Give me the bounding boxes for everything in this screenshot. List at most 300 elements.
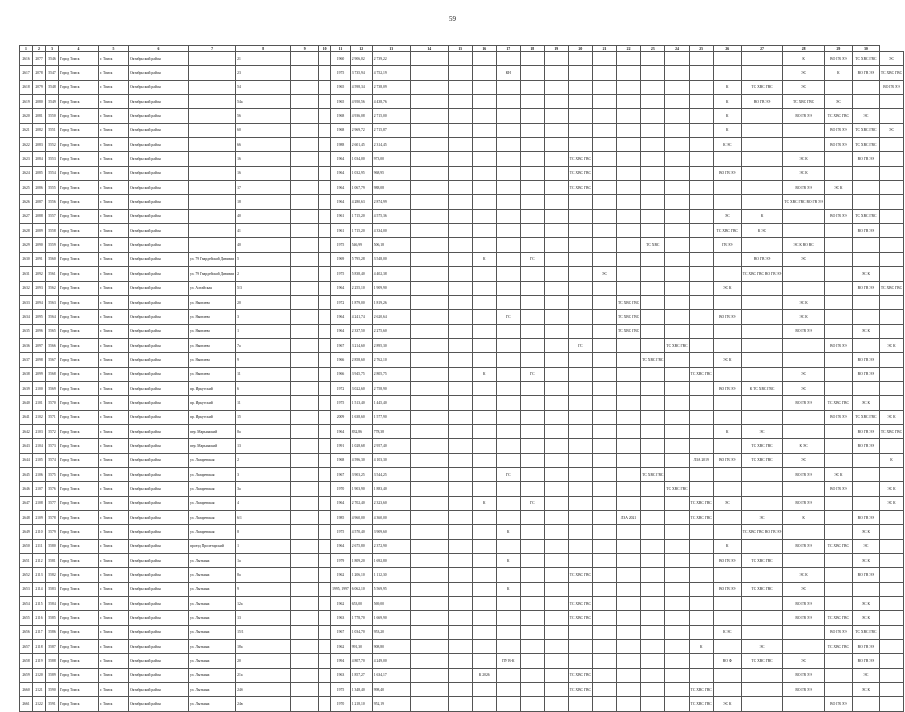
table-cell — [410, 410, 448, 424]
table-cell: 6 — [236, 381, 291, 395]
table-cell — [189, 195, 236, 209]
table-cell: К — [496, 582, 520, 596]
table-cell — [641, 95, 665, 109]
table-cell — [568, 310, 592, 324]
table-cell: 4 334,00 — [372, 224, 410, 238]
table-cell — [291, 267, 319, 281]
table-cell — [189, 109, 236, 123]
table-cell — [713, 66, 741, 80]
table-cell: ЭС К — [852, 396, 879, 410]
table-cell — [410, 267, 448, 281]
table-cell: 1975 — [331, 525, 351, 539]
table-cell — [496, 80, 520, 94]
table-cell — [641, 496, 665, 510]
table-cell — [824, 267, 852, 281]
table-cell — [741, 353, 783, 367]
table-cell: 2 738,09 — [372, 80, 410, 94]
table-cell — [410, 252, 448, 266]
table-cell: ТС ХВС ГВС — [568, 166, 592, 180]
table-cell: 2120 — [33, 668, 46, 682]
table-cell: ТС ХВС ГВС — [568, 668, 592, 682]
table-cell — [879, 539, 903, 553]
table-cell — [616, 697, 640, 711]
table-cell: 5558 — [46, 224, 59, 238]
table-cell: Город Томск — [59, 683, 99, 697]
table-cell: 2621 — [20, 123, 33, 137]
table-cell: 546,99 — [350, 238, 372, 252]
table-cell — [824, 367, 852, 381]
table-cell — [616, 123, 640, 137]
table-cell — [592, 597, 616, 611]
table-cell — [319, 511, 331, 525]
table-cell: Город Томск — [59, 539, 99, 553]
table-cell — [616, 640, 640, 654]
table-cell — [568, 554, 592, 568]
table-cell — [689, 166, 713, 180]
table-cell: 4 280,63 — [350, 195, 372, 209]
table-cell: 2661 — [20, 697, 33, 711]
table-cell — [713, 195, 741, 209]
table-row — [20, 338, 904, 352]
table-cell: 2629 — [20, 238, 33, 252]
table-cell — [544, 166, 568, 180]
table-cell — [291, 195, 319, 209]
table-cell — [741, 181, 783, 195]
table-cell: 5560 — [46, 252, 59, 266]
table-cell — [520, 166, 544, 180]
table-cell — [783, 482, 825, 496]
column-number: 8 — [236, 46, 291, 52]
table-cell: ЭС К — [879, 338, 903, 352]
table-cell — [879, 138, 903, 152]
table-cell — [665, 52, 689, 66]
table-cell: ЭС К — [879, 496, 903, 510]
table-cell: 5549 — [46, 95, 59, 109]
table-cell — [713, 668, 741, 682]
table-cell: 569,00 — [372, 597, 410, 611]
table-cell — [520, 568, 544, 582]
table-cell — [410, 310, 448, 324]
table-cell: Город Томск — [59, 109, 99, 123]
table-cell: ул. Яковлева — [189, 295, 236, 309]
table-cell: Октябрьский район — [129, 439, 189, 453]
table-cell — [319, 310, 331, 324]
table-cell: Город Томск — [59, 353, 99, 367]
table-cell: ТС ХВС ГВС — [641, 467, 665, 481]
table-row — [20, 597, 904, 611]
table-cell — [544, 539, 568, 553]
table-cell — [592, 511, 616, 525]
table-cell: 2 715,87 — [372, 123, 410, 137]
table-cell: 5553 — [46, 152, 59, 166]
table-cell: 506,18 — [372, 238, 410, 252]
table-cell — [568, 353, 592, 367]
table-cell — [641, 367, 665, 381]
table-cell: пр. Иркутский — [189, 410, 236, 424]
table-cell: ул. Лыткина — [189, 697, 236, 711]
table-cell — [824, 152, 852, 166]
table-cell — [544, 654, 568, 668]
table-cell: 5575 — [46, 467, 59, 481]
table-cell: 1964 — [331, 310, 351, 324]
table-cell: ул. Алтайская — [189, 281, 236, 295]
table-cell — [665, 238, 689, 252]
table-cell: ВО ГВ ЭЭ — [824, 697, 852, 711]
table-cell — [852, 381, 879, 395]
table-cell: ЭС — [713, 209, 741, 223]
table-cell: 1964 — [331, 324, 351, 338]
table-cell — [472, 467, 496, 481]
table-cell — [641, 683, 665, 697]
table-cell — [520, 654, 544, 668]
table-cell: Октябрьский район — [129, 353, 189, 367]
table-cell — [496, 396, 520, 410]
table-cell: ул. Лыткина — [189, 640, 236, 654]
table-cell — [741, 238, 783, 252]
table-cell: Октябрьский район — [129, 238, 189, 252]
table-cell — [689, 338, 713, 352]
table-cell — [783, 554, 825, 568]
table-cell: Город Томск — [59, 281, 99, 295]
table-cell: Город Томск — [59, 611, 99, 625]
table-cell — [641, 152, 665, 166]
table-cell — [568, 224, 592, 238]
table-cell: 5561 — [46, 267, 59, 281]
table-cell: Октябрьский район — [129, 683, 189, 697]
table-cell — [592, 496, 616, 510]
table-cell — [410, 654, 448, 668]
table-cell — [544, 295, 568, 309]
table-row — [20, 324, 904, 338]
table-cell: 2096 — [33, 324, 46, 338]
table-cell: ТС ХВС ГВС — [852, 410, 879, 424]
table-cell — [472, 281, 496, 295]
table-cell: 1 577,90 — [372, 410, 410, 424]
table-cell — [824, 496, 852, 510]
table-cell — [592, 482, 616, 496]
table-cell — [568, 95, 592, 109]
table-cell: ВО ГВ ЭЭ — [852, 367, 879, 381]
table-cell — [641, 568, 665, 582]
table-cell — [592, 367, 616, 381]
column-number: 12 — [350, 46, 372, 52]
table-cell — [689, 80, 713, 94]
table-cell — [852, 338, 879, 352]
table-cell — [689, 324, 713, 338]
table-cell: 40 — [236, 209, 291, 223]
table-cell — [520, 582, 544, 596]
table-cell — [410, 80, 448, 94]
table-cell: 40 — [236, 238, 291, 252]
table-cell: 2616 — [20, 52, 33, 66]
table-cell: Город Томск — [59, 166, 99, 180]
table-cell: 2 874,99 — [372, 195, 410, 209]
table-cell — [291, 281, 319, 295]
table-cell — [879, 654, 903, 668]
table-row — [20, 66, 904, 80]
table-cell: г. Томск — [99, 181, 129, 195]
table-cell: 2 715,00 — [372, 109, 410, 123]
table-cell — [520, 381, 544, 395]
table-cell — [741, 625, 783, 639]
table-cell — [291, 66, 319, 80]
table-cell — [520, 439, 544, 453]
table-cell: 2625 — [20, 181, 33, 195]
table-cell: Город Томск — [59, 80, 99, 94]
table-cell: 1975 — [331, 683, 351, 697]
table-cell: ул. Лыткина — [189, 611, 236, 625]
table-cell — [616, 410, 640, 424]
table-cell — [568, 267, 592, 281]
table-cell — [568, 80, 592, 94]
table-cell: 1 638,60 — [350, 410, 372, 424]
table-cell: ул. Лазаревская — [189, 511, 236, 525]
table-cell: ул. Яковлева — [189, 324, 236, 338]
table-cell: ул. Лазаревская — [189, 525, 236, 539]
table-cell — [665, 582, 689, 596]
table-cell — [544, 209, 568, 223]
table-cell: 2642 — [20, 424, 33, 438]
table-cell — [496, 683, 520, 697]
table-cell: Город Томск — [59, 152, 99, 166]
table-cell: ЭС — [852, 109, 879, 123]
table-cell — [496, 95, 520, 109]
table-cell — [879, 625, 903, 639]
table-cell — [665, 324, 689, 338]
table-cell — [520, 640, 544, 654]
table-cell — [472, 611, 496, 625]
table-cell: Октябрьский район — [129, 267, 189, 281]
table-cell — [544, 554, 568, 568]
table-cell — [472, 582, 496, 596]
table-cell — [472, 525, 496, 539]
table-cell: 4 807,70 — [350, 654, 372, 668]
column-number: 29 — [824, 46, 852, 52]
table-cell: 2645 — [20, 467, 33, 481]
table-cell — [783, 410, 825, 424]
table-cell: 16 — [236, 166, 291, 180]
table-cell — [544, 424, 568, 438]
table-cell — [410, 281, 448, 295]
table-cell — [741, 683, 783, 697]
table-cell — [689, 181, 713, 195]
table-cell — [319, 453, 331, 467]
table-cell — [568, 195, 592, 209]
column-number: 10 — [319, 46, 331, 52]
table-cell — [783, 697, 825, 711]
table-cell: 5556 — [46, 195, 59, 209]
table-cell — [665, 95, 689, 109]
table-cell: 1962 — [331, 597, 351, 611]
table-cell — [879, 597, 903, 611]
table-cell — [448, 625, 472, 639]
table-cell: К — [713, 123, 741, 137]
table-cell: К ЭС — [783, 439, 825, 453]
table-cell: ЭС К — [783, 295, 825, 309]
table-cell — [319, 367, 331, 381]
table-cell: 2 255,10 — [350, 281, 372, 295]
table-cell — [665, 138, 689, 152]
table-cell — [568, 525, 592, 539]
table-cell — [665, 295, 689, 309]
column-number: 7 — [189, 46, 236, 52]
table-cell: Город Томск — [59, 338, 99, 352]
table-cell — [641, 267, 665, 281]
table-cell: ВО ГВ ЭЭ — [783, 683, 825, 697]
table-cell: г. Томск — [99, 410, 129, 424]
table-cell — [665, 597, 689, 611]
table-cell: ЭС К — [879, 482, 903, 496]
table-cell: 1 — [236, 539, 291, 553]
table-cell — [641, 582, 665, 596]
table-cell — [496, 353, 520, 367]
table-cell: 1 634,17 — [372, 668, 410, 682]
table-cell: ул. Лыткина — [189, 554, 236, 568]
table-cell: 1995, 1997 — [331, 582, 351, 596]
table-cell — [713, 52, 741, 66]
table-cell: 2078 — [33, 66, 46, 80]
table-cell: 41 — [236, 224, 291, 238]
table-cell: 2101 — [33, 396, 46, 410]
table-cell — [496, 611, 520, 625]
table-cell — [592, 95, 616, 109]
table-cell — [319, 654, 331, 668]
table-cell — [520, 482, 544, 496]
table-cell: ул. Лыткина — [189, 683, 236, 697]
table-cell: 2619 — [20, 95, 33, 109]
table-cell — [472, 166, 496, 180]
table-cell: 2 702,40 — [350, 496, 372, 510]
table-cell: Октябрьский район — [129, 496, 189, 510]
table-cell — [448, 525, 472, 539]
table-cell — [496, 568, 520, 582]
table-cell: Октябрьский район — [129, 467, 189, 481]
column-number: 27 — [741, 46, 783, 52]
table-cell: Октябрьский район — [129, 95, 189, 109]
table-cell — [448, 439, 472, 453]
table-cell: г. Томск — [99, 439, 129, 453]
table-row — [20, 697, 904, 711]
table-cell — [448, 152, 472, 166]
table-cell — [544, 324, 568, 338]
table-cell: ТС ХВС ГВС — [824, 539, 852, 553]
table-cell: Город Томск — [59, 381, 99, 395]
table-cell — [520, 181, 544, 195]
table-cell: 66 — [236, 138, 291, 152]
table-cell — [665, 611, 689, 625]
table-cell — [741, 410, 783, 424]
table-cell — [291, 52, 319, 66]
table-cell — [665, 640, 689, 654]
table-cell — [472, 52, 496, 66]
table-cell — [665, 697, 689, 711]
table-cell — [592, 152, 616, 166]
table-cell: 2115 — [33, 597, 46, 611]
table-cell — [410, 697, 448, 711]
table-cell — [568, 511, 592, 525]
table-cell: ВО ГВ ЭЭ — [783, 181, 825, 195]
table-cell: 1 028,68 — [350, 439, 372, 453]
table-cell — [689, 396, 713, 410]
table-cell — [410, 138, 448, 152]
table-cell: ЭС — [783, 367, 825, 381]
table-cell: г. Томск — [99, 238, 129, 252]
table-cell: 8 — [236, 525, 291, 539]
table-cell: г. Томск — [99, 367, 129, 381]
table-cell: 2644 — [20, 453, 33, 467]
table-cell — [520, 152, 544, 166]
table-cell: 5567 — [46, 353, 59, 367]
table-cell — [824, 424, 852, 438]
table-cell — [544, 482, 568, 496]
table-cell: 1 879,00 — [350, 295, 372, 309]
table-cell — [616, 152, 640, 166]
table-cell — [496, 496, 520, 510]
table-cell — [824, 324, 852, 338]
column-number: 19 — [544, 46, 568, 52]
table-cell — [472, 381, 496, 395]
table-cell: ЭС — [852, 539, 879, 553]
table-cell — [641, 511, 665, 525]
table-cell: ул. Лазаревская — [189, 453, 236, 467]
table-cell: г. Томск — [99, 640, 129, 654]
table-cell: ТС ХВС ГВС — [616, 324, 640, 338]
table-cell: ТС ХВС ГВС — [824, 640, 852, 654]
table-cell: 2118 — [33, 640, 46, 654]
table-cell: г. Томск — [99, 324, 129, 338]
table-cell: 3 945,75 — [350, 367, 372, 381]
table-cell — [592, 281, 616, 295]
table-cell: 2 601,45 — [350, 138, 372, 152]
table-cell — [741, 310, 783, 324]
table-cell — [616, 381, 640, 395]
table-cell: ВО ГВ ЭЭ — [783, 324, 825, 338]
table-cell: 2649 — [20, 525, 33, 539]
table-cell — [319, 52, 331, 66]
table-cell: г. Томск — [99, 224, 129, 238]
table-cell: ТС ХВС ГВС — [568, 597, 592, 611]
table-cell — [592, 80, 616, 94]
table-cell — [616, 525, 640, 539]
table-cell: 54 — [236, 80, 291, 94]
table-cell: 2654 — [20, 597, 33, 611]
table-cell: г. Томск — [99, 654, 129, 668]
table-cell — [689, 482, 713, 496]
table-cell — [472, 295, 496, 309]
table-cell — [879, 525, 903, 539]
table-cell: 5586 — [46, 625, 59, 639]
table-cell — [410, 640, 448, 654]
table-cell — [291, 252, 319, 266]
table-cell: 2635 — [20, 324, 33, 338]
table-cell — [741, 109, 783, 123]
table-cell: 2 620,64 — [372, 310, 410, 324]
table-cell — [291, 482, 319, 496]
table-cell: ВО ГВ ЭЭ — [824, 138, 852, 152]
table-cell: ЭС К — [852, 597, 879, 611]
table-cell — [592, 353, 616, 367]
table-cell — [879, 252, 903, 266]
table-row — [20, 453, 904, 467]
table-cell — [448, 295, 472, 309]
table-cell: ТС ХВС ГВС — [741, 453, 783, 467]
table-cell — [472, 324, 496, 338]
table-cell: 5583 — [46, 582, 59, 596]
table-cell — [879, 568, 903, 582]
table-cell: ЭС — [879, 52, 903, 66]
table-cell — [665, 683, 689, 697]
table-cell — [592, 467, 616, 481]
